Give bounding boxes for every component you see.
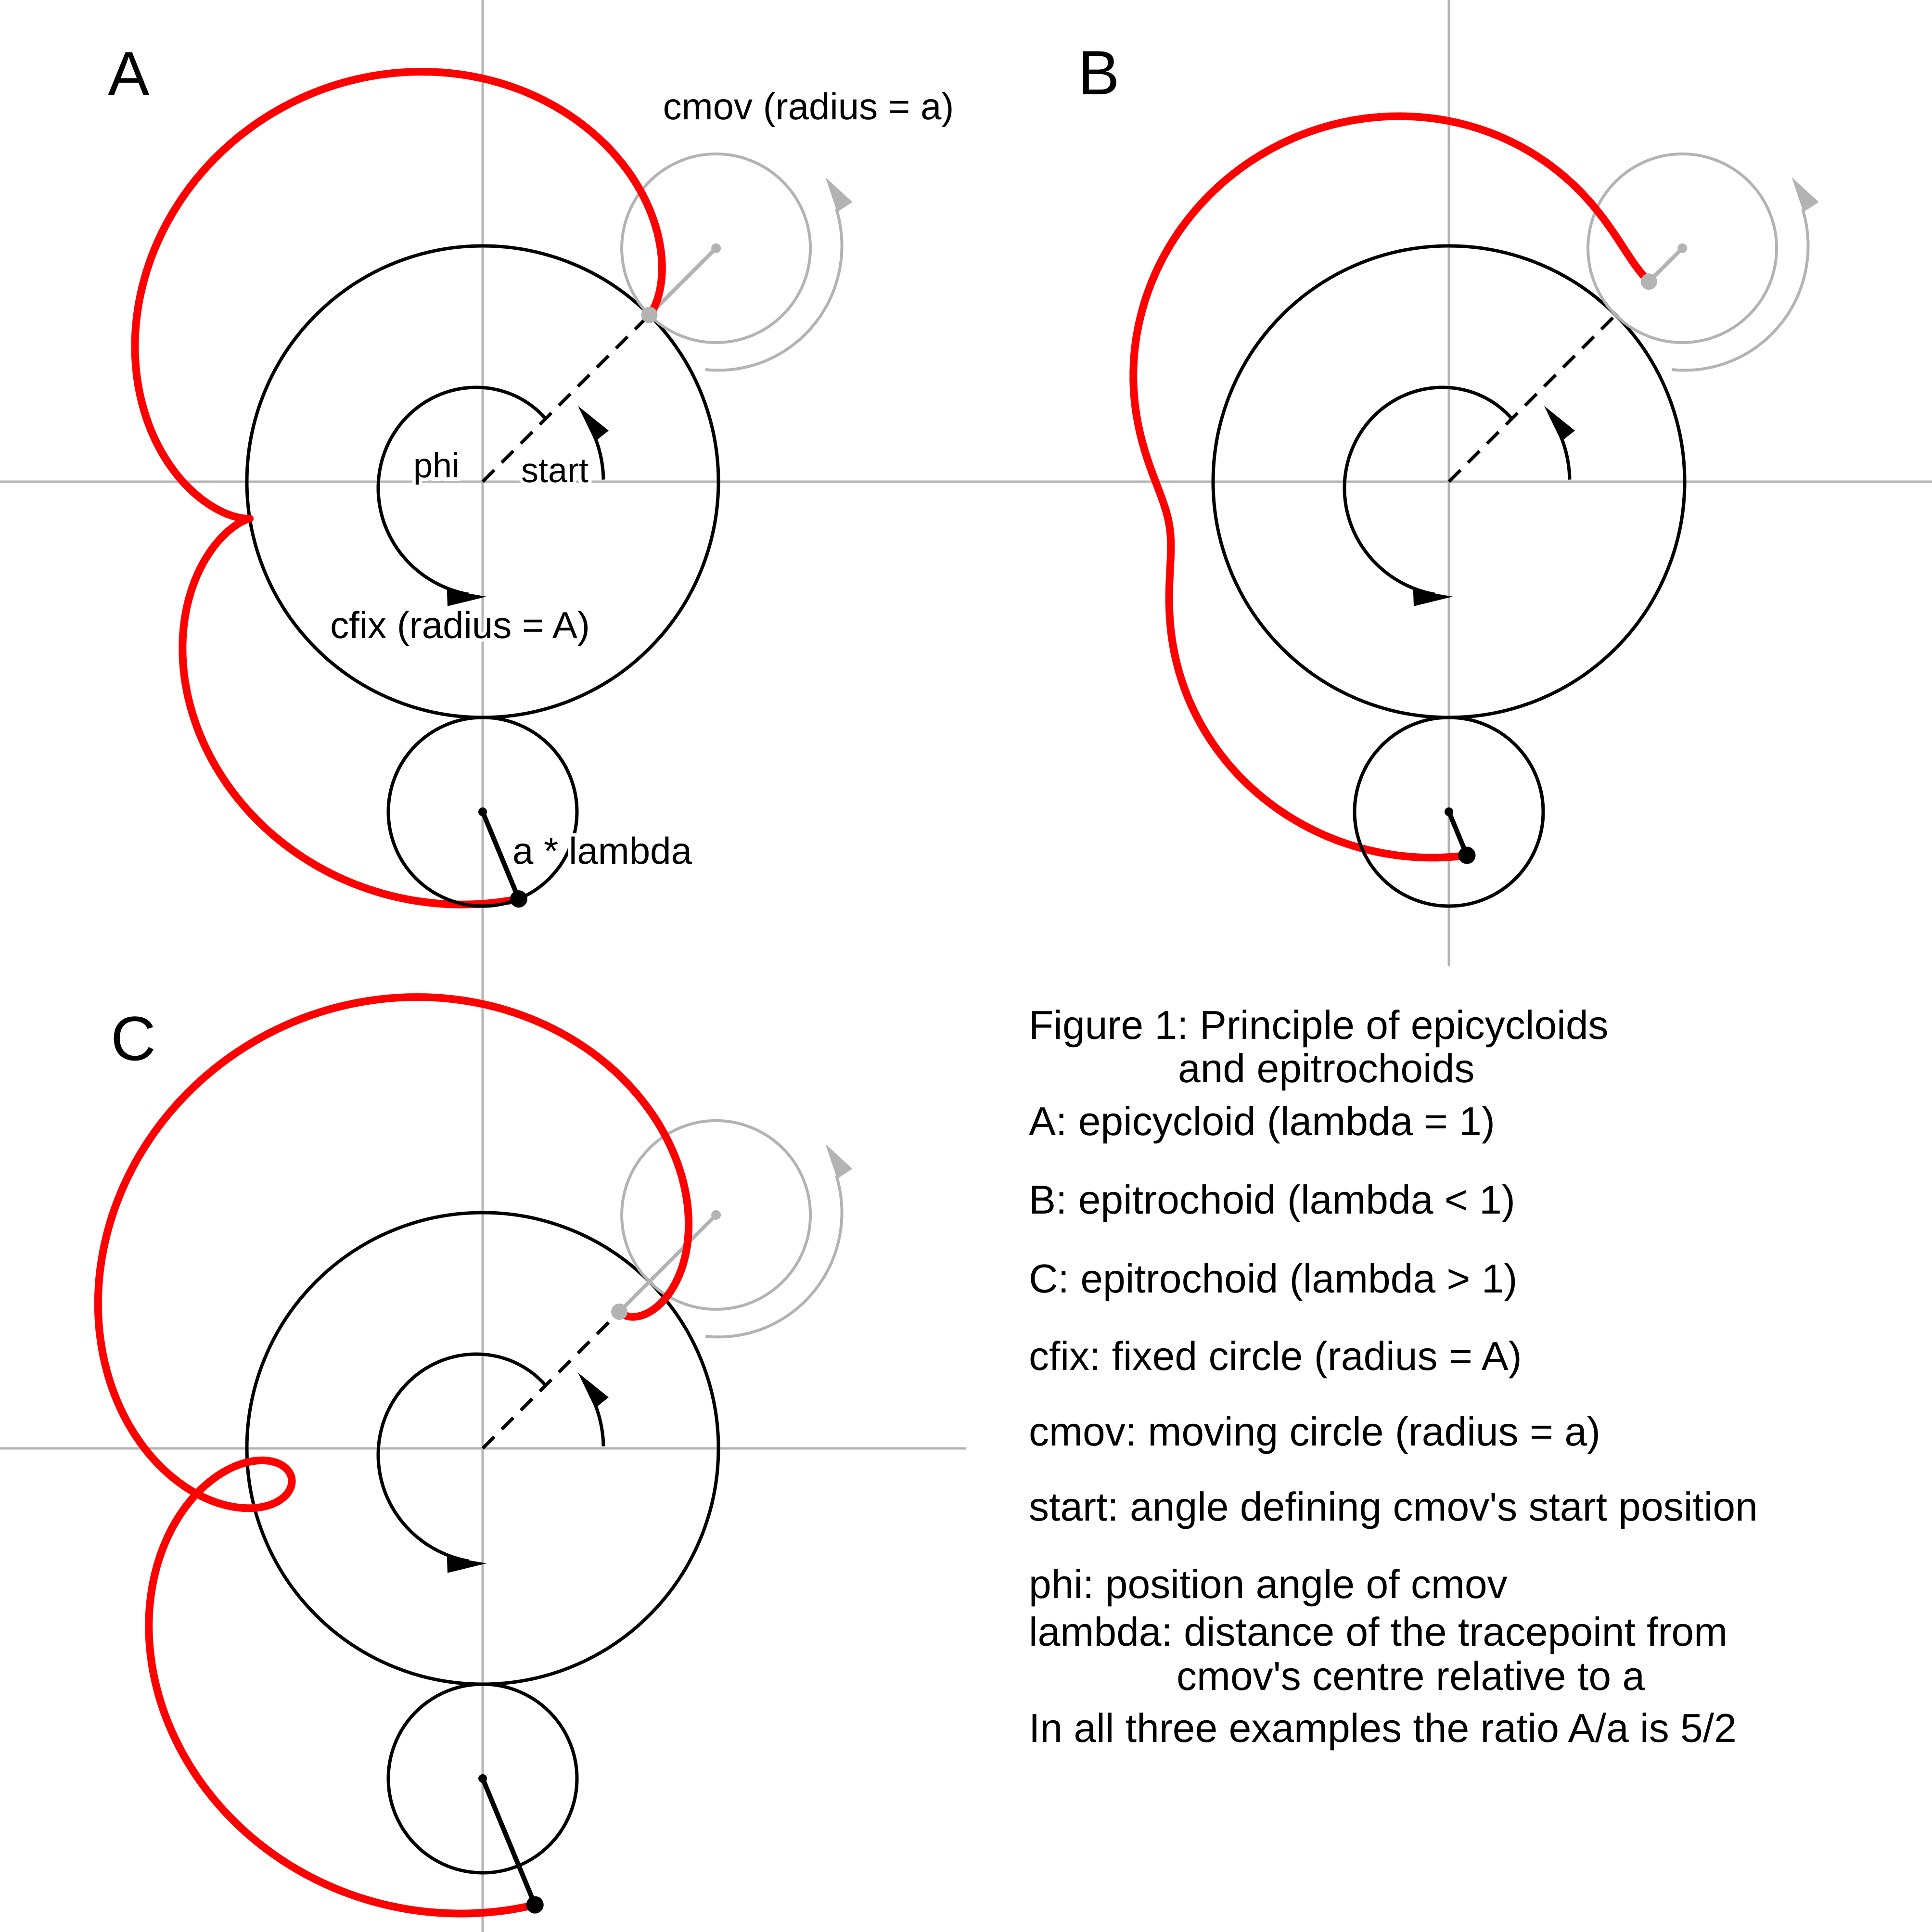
legend-line-6: cmov: moving circle (radius = a) [1029,1409,1601,1454]
legend-line-8: phi: position angle of cmov [1029,1561,1508,1607]
cmov-end-tracepoint-dot-c [526,1896,544,1914]
legend-line-3: B: epitrochoid (lambda < 1) [1029,1177,1515,1222]
cfix-label: cfix (radius = A) [330,604,590,646]
start-label: start [521,451,589,490]
cmov-start-center-dot-c [711,1210,721,1220]
cmov-end-tracepoint-dot-b [1459,847,1476,864]
legend-line-11: In all three examples the ratio A/a is 5/2 [1029,1705,1737,1751]
phi-label: phi [413,447,460,485]
legend-line-2: A: epicycloid (lambda = 1) [1029,1099,1495,1144]
a-lambda-label: a * lambda [512,830,692,872]
legend-line-7: start: angle defining cmov's start position [1029,1484,1758,1529]
cmov-end-tracepoint-dot-a [510,890,527,908]
cmov-start-tracepoint-dot-b [1641,273,1657,290]
cmov-start-tracepoint-dot-a [641,307,657,323]
cmov-start-center-dot-a [711,243,721,253]
panel-title-a: A [108,38,150,109]
legend-line-9: lambda: distance of the tracepoint from [1029,1609,1728,1654]
cmov-end-center-dot-c [478,1774,487,1783]
cmov-end-center-dot-a [478,807,487,816]
panel-title-c: C [111,1003,156,1074]
legend-line-4: C: epitrochoid (lambda > 1) [1029,1256,1518,1301]
legend-line-5: cfix: fixed circle (radius = A) [1029,1333,1522,1379]
cmov-start-tracepoint-dot-c [611,1304,627,1320]
legend-line-10: cmov's centre relative to a [1177,1653,1645,1699]
legend-line-0: Figure 1: Principle of epicycloids [1029,1002,1609,1048]
panel-title-b: B [1078,38,1120,108]
cmov-label: cmov (radius = a) [663,85,954,128]
cmov-start-center-dot-b [1677,243,1687,253]
cmov-end-center-dot-b [1445,807,1453,816]
legend-line-1: and epitrochoids [1178,1046,1475,1091]
